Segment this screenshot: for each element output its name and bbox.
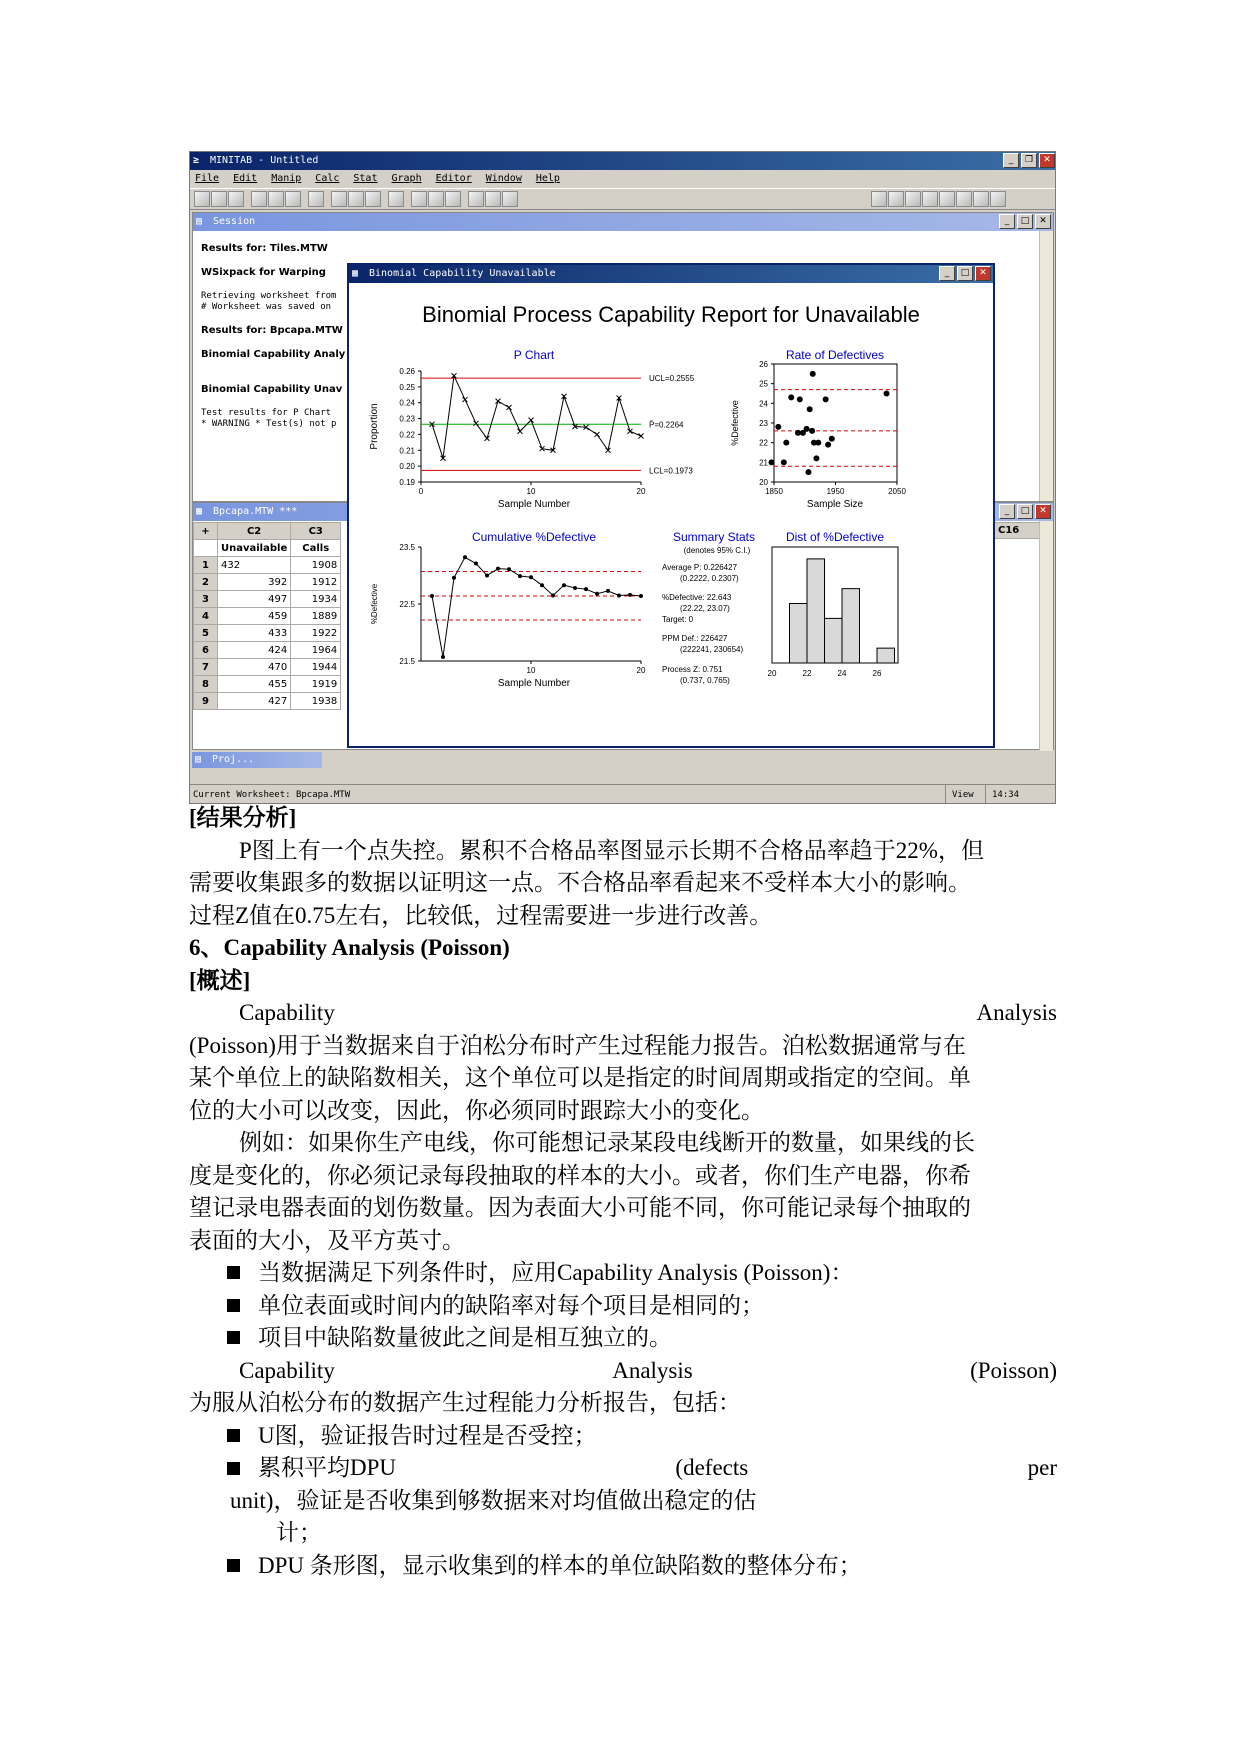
bullet-text: 单位表面或时间内的缺陷率对每个项目是相同的； bbox=[258, 1292, 764, 1318]
report-graph bbox=[349, 283, 993, 746]
window-tile-icon[interactable] bbox=[871, 191, 887, 207]
session-line: Test results for P Chart bbox=[201, 408, 332, 418]
status-view: View bbox=[945, 785, 980, 804]
row-number[interactable]: 8 bbox=[194, 676, 218, 693]
summary-line: Process Z: 0.751 bbox=[662, 665, 723, 674]
row-number[interactable]: 6 bbox=[194, 642, 218, 659]
menu-help[interactable]: Help bbox=[535, 173, 560, 184]
session-line: Binomial Capability Unav bbox=[201, 384, 343, 395]
summary-subtitle: (denotes 95% C.I.) bbox=[683, 546, 751, 555]
rate-chart-title: Rate of Defectives bbox=[785, 348, 885, 362]
cumulative-point bbox=[496, 567, 500, 571]
session-line: Results for: Tiles.MTW bbox=[201, 243, 328, 254]
p-chart-point bbox=[595, 432, 600, 437]
y-tick-label: 0.23 bbox=[399, 414, 415, 424]
status-time: 14:34 bbox=[985, 785, 1025, 804]
menu-editor[interactable]: Editor bbox=[435, 173, 472, 184]
cumulative-point bbox=[639, 594, 643, 598]
session-maximize-button[interactable]: □ bbox=[1017, 214, 1033, 229]
y-tick-label: 0.25 bbox=[399, 382, 415, 392]
table-row bbox=[194, 574, 341, 591]
data-cell[interactable]: 1919 bbox=[291, 676, 341, 693]
data-cell[interactable]: 1922 bbox=[291, 625, 341, 642]
y-tick-label: 22.5 bbox=[399, 600, 415, 609]
row-number[interactable]: 2 bbox=[194, 574, 218, 591]
table-row bbox=[194, 591, 341, 608]
para-report: 为服从泊松分布的数据产生过程能力分析报告，包括： bbox=[189, 1390, 741, 1415]
toolbar bbox=[190, 188, 1056, 210]
y-tick-label: 0.20 bbox=[399, 462, 415, 472]
print-icon[interactable] bbox=[228, 191, 244, 207]
bullet-square-icon bbox=[227, 1331, 240, 1344]
session-minimize-button[interactable]: _ bbox=[999, 214, 1015, 229]
data-cell[interactable]: 1912 bbox=[291, 574, 341, 591]
dist-chart-title: Dist of %Defective bbox=[785, 530, 885, 544]
project-title: Proj... bbox=[212, 754, 255, 765]
rate-chart-point bbox=[884, 391, 890, 397]
worksheet-close-button[interactable]: ✕ bbox=[1035, 504, 1051, 519]
rate-chart-point bbox=[825, 442, 831, 448]
bullet-text-per: per bbox=[1027, 1455, 1057, 1480]
row-number[interactable]: 9 bbox=[194, 693, 218, 710]
para-result-1: P图上有一个点失控。累积不合格品率图显示长期不合格品率趋于22%，但 bbox=[239, 837, 984, 863]
dist-bar bbox=[877, 648, 895, 663]
dist-bar bbox=[842, 589, 860, 663]
cumulative-point bbox=[551, 593, 555, 597]
rate-chart-point bbox=[805, 469, 811, 475]
y-tick-label: 0.22 bbox=[399, 430, 415, 440]
word-analysis: Analysis bbox=[612, 1357, 693, 1383]
bullet-cumulative-dpu-cont: unit)，验证是否收集到够数据来对均值做出稳定的估 bbox=[230, 1487, 757, 1513]
row-number[interactable]: 7 bbox=[194, 659, 218, 676]
column-name[interactable]: Unavailable bbox=[218, 540, 291, 557]
data-cell[interactable]: 427 bbox=[218, 693, 291, 710]
summary-line: (222241, 230654) bbox=[680, 645, 744, 654]
status-text: Current Worksheet: Bpcapa.MTW bbox=[193, 790, 351, 800]
minimize-button[interactable]: _ bbox=[1003, 153, 1019, 168]
summary-title: Summary Stats bbox=[672, 530, 756, 544]
worksheet-list-icon[interactable] bbox=[888, 191, 904, 207]
summary-line: (0.737, 0.765) bbox=[680, 676, 730, 685]
dist-bar bbox=[825, 618, 843, 663]
cumulative-point bbox=[430, 594, 434, 598]
p-chart-ylabel: Proportion bbox=[369, 403, 380, 450]
word-capability: Capability bbox=[239, 1357, 335, 1383]
session-scrollbar[interactable] bbox=[1039, 231, 1053, 501]
cumulative-point bbox=[584, 587, 588, 591]
heading-result-analysis: [结果分析] bbox=[189, 805, 297, 830]
bullet-text: DPU 条形图，显示收集到的样本的单位缺陷数的整体分布； bbox=[258, 1552, 862, 1578]
menu-stat[interactable]: Stat bbox=[353, 173, 378, 184]
x-tick-label: 10 bbox=[526, 487, 536, 496]
data-cell[interactable]: 1944 bbox=[291, 659, 341, 676]
bullet-condition-1 bbox=[189, 1290, 1057, 1323]
para-example-1: 例如：如果你生产电线，你可能想记录某段电线断开的数量，如果线的长 bbox=[239, 1130, 975, 1155]
x-tick-label: 20 bbox=[636, 666, 646, 675]
y-tick-label: 25 bbox=[759, 379, 768, 389]
copy-icon[interactable] bbox=[268, 191, 284, 207]
y-tick-label: 22 bbox=[759, 438, 768, 448]
project-icon[interactable] bbox=[990, 191, 1006, 207]
rate-chart-xlabel: Sample Size bbox=[806, 499, 864, 510]
bullet-text: U图，验证报告时过程是否受控； bbox=[258, 1422, 597, 1448]
rate-chart-point bbox=[823, 396, 829, 402]
worksheet-grid[interactable] bbox=[193, 522, 341, 710]
bullet-text-defects: (defects bbox=[675, 1455, 749, 1480]
data-cell[interactable]: 1908 bbox=[291, 557, 341, 574]
y-tick-label: 0.19 bbox=[399, 478, 415, 487]
data-cell[interactable]: 455 bbox=[218, 676, 291, 693]
menu-window[interactable]: Window bbox=[485, 173, 522, 184]
rate-chart-point bbox=[797, 396, 803, 402]
bullet-square-icon bbox=[227, 1299, 240, 1312]
rate-chart-point bbox=[829, 436, 835, 442]
row-number[interactable]: 4 bbox=[194, 608, 218, 625]
session-icon[interactable] bbox=[331, 191, 347, 207]
x-tick-label: 1850 bbox=[765, 487, 783, 496]
session-line: WSixpack for Warping bbox=[201, 267, 326, 278]
menu-file[interactable]: File bbox=[195, 173, 220, 184]
worksheet-scrollbar[interactable] bbox=[1039, 521, 1053, 751]
data-cell[interactable]: 1889 bbox=[291, 608, 341, 625]
y-tick-label: 24 bbox=[759, 399, 768, 409]
table-row bbox=[194, 693, 341, 710]
table-row bbox=[194, 557, 341, 574]
table-row bbox=[194, 625, 341, 642]
report-close-button[interactable]: ✕ bbox=[975, 266, 991, 281]
cumulative-chart-title: Cumulative %Defective bbox=[471, 530, 597, 544]
menu-manip[interactable]: Manip bbox=[271, 173, 302, 184]
heading-overview: [概述] bbox=[189, 967, 251, 993]
table-row bbox=[194, 659, 341, 676]
save-icon[interactable] bbox=[211, 191, 227, 207]
rate-chart-point bbox=[775, 424, 781, 430]
session-line: Retrieving worksheet from bbox=[201, 291, 337, 301]
para-overview-first-line bbox=[189, 997, 1057, 1030]
app-title: MINITAB - Untitled bbox=[210, 155, 319, 166]
column-header-c16[interactable]: C16 bbox=[993, 522, 1041, 539]
p-chart-center-label: P̄=0.2264 bbox=[649, 420, 684, 430]
row-number[interactable]: 5 bbox=[194, 625, 218, 642]
summary-line: PPM Def.: 226427 bbox=[662, 634, 728, 643]
worksheet-maximize-button[interactable]: □ bbox=[1017, 504, 1033, 519]
report-title: Binomial Process Capability Report for Unavailable bbox=[422, 302, 920, 327]
cumulative-point bbox=[628, 593, 632, 597]
p-chart-point bbox=[639, 434, 644, 439]
graph-icon[interactable] bbox=[388, 191, 404, 207]
bullet-u-chart bbox=[189, 1420, 1057, 1453]
para-report-first-line bbox=[189, 1355, 1057, 1388]
cancel-icon[interactable] bbox=[468, 191, 484, 207]
session-list-icon[interactable] bbox=[905, 191, 921, 207]
menu-calc[interactable]: Calc bbox=[315, 173, 340, 184]
rate-chart-point bbox=[815, 440, 821, 446]
column-name[interactable] bbox=[194, 540, 218, 557]
x-tick-label: 24 bbox=[837, 669, 847, 678]
y-tick-label: 26 bbox=[759, 360, 768, 369]
y-tick-label: 20 bbox=[759, 478, 768, 487]
summary-line: %Defective: 22.643 bbox=[662, 593, 732, 602]
para-result-2: 需要收集跟多的数据以证明这一点。不合格品率看起来不受样本大小的影响。 bbox=[189, 870, 971, 895]
paste-icon[interactable] bbox=[285, 191, 301, 207]
x-tick-label: 0 bbox=[418, 487, 424, 496]
report-icon: ▦ bbox=[352, 268, 359, 279]
row-number[interactable]: 3 bbox=[194, 591, 218, 608]
report-maximize-button[interactable]: □ bbox=[957, 266, 973, 281]
data-icon[interactable] bbox=[348, 191, 364, 207]
rate-chart-point bbox=[781, 459, 787, 465]
open-icon[interactable] bbox=[194, 191, 210, 207]
y-tick-label: 0.21 bbox=[399, 446, 415, 456]
p-chart-point bbox=[474, 421, 479, 426]
menu-edit[interactable]: Edit bbox=[233, 173, 258, 184]
data-cell[interactable]: 433 bbox=[218, 625, 291, 642]
table-row bbox=[194, 676, 341, 693]
column-header[interactable]: + bbox=[194, 523, 218, 540]
info-icon[interactable] bbox=[365, 191, 381, 207]
data-cell[interactable]: 497 bbox=[218, 591, 291, 608]
bullet-text: 当数据满足下列条件时，应用Capability Analysis (Poisson)： bbox=[258, 1260, 854, 1285]
data-cell[interactable]: 1934 bbox=[291, 591, 341, 608]
x-tick-label: 26 bbox=[872, 669, 882, 678]
bullet-dpu-histogram bbox=[189, 1550, 1057, 1583]
status-bar bbox=[190, 784, 1056, 804]
bullet-square-icon bbox=[227, 1429, 240, 1442]
y-tick-label: 21 bbox=[759, 458, 768, 468]
report-window-title: Binomial Capability Unavailable bbox=[369, 268, 556, 279]
minitab-logo-icon: ≥ bbox=[193, 155, 200, 166]
summary-line: Target: 0 bbox=[662, 615, 694, 624]
project-icon: ▤ bbox=[195, 754, 202, 765]
report-titlebar bbox=[349, 265, 993, 283]
session-line: Results for: Bpcapa.MTW bbox=[201, 325, 343, 336]
cumulative-point bbox=[485, 574, 489, 578]
column-header[interactable]: C2 bbox=[218, 523, 291, 540]
table-row bbox=[194, 642, 341, 659]
cumulative-point bbox=[474, 562, 478, 566]
para-example-3: 望记录电器表面的划伤数量。因为表面大小可能不同，你可能记录每个抽取的 bbox=[189, 1195, 971, 1220]
para-example-4: 表面的大小，及平方英寸。 bbox=[189, 1227, 465, 1253]
p-chart-point bbox=[628, 429, 633, 434]
word-capability: Capability bbox=[239, 1000, 335, 1025]
x-tick-label: 20 bbox=[767, 669, 777, 678]
cumulative-point bbox=[441, 655, 445, 659]
capability-report-window bbox=[347, 263, 995, 748]
info-list-icon[interactable] bbox=[922, 191, 938, 207]
y-tick-label: 23.5 bbox=[399, 543, 415, 552]
tool-icon[interactable] bbox=[502, 191, 518, 207]
bullet-text: 项目中缺陷数量彼此之间是相互独立的。 bbox=[258, 1325, 672, 1350]
p-chart-xlabel: Sample Number bbox=[497, 499, 571, 510]
session-titlebar bbox=[193, 213, 1053, 231]
menu-graph[interactable]: Graph bbox=[391, 173, 422, 184]
rate-chart-frame bbox=[774, 364, 897, 482]
column-name[interactable]: Calls bbox=[291, 540, 341, 557]
history-icon[interactable] bbox=[939, 191, 955, 207]
bullet-square-icon bbox=[227, 1462, 240, 1475]
p-chart-title: P Chart bbox=[513, 348, 555, 362]
cumulative-chart-xlabel: Sample Number bbox=[497, 678, 571, 689]
y-tick-label: 21.5 bbox=[399, 657, 415, 666]
x-tick-label: 1950 bbox=[826, 487, 845, 496]
close-button[interactable]: ✕ bbox=[1039, 153, 1055, 168]
project-manager-bar[interactable] bbox=[192, 752, 322, 768]
y-tick-label: 23 bbox=[759, 419, 768, 428]
x-tick-label: 20 bbox=[636, 487, 646, 496]
data-cell[interactable]: 470 bbox=[218, 659, 291, 676]
bullet-text: 累积平均DPU bbox=[258, 1455, 397, 1480]
data-cell[interactable]: 1964 bbox=[291, 642, 341, 659]
cumulative-point bbox=[452, 576, 456, 580]
rate-chart-point bbox=[804, 426, 810, 432]
row-number[interactable]: 1 bbox=[194, 557, 218, 574]
cumulative-point bbox=[518, 574, 522, 578]
rate-chart-point bbox=[813, 455, 819, 461]
session-icon: ▤ bbox=[196, 216, 203, 227]
cut-icon[interactable] bbox=[251, 191, 267, 207]
summary-line: (22.22, 23.07) bbox=[680, 604, 730, 613]
edit-icon[interactable] bbox=[428, 191, 444, 207]
cumulative-point bbox=[463, 555, 467, 559]
worksheet-title: Bpcapa.MTW *** bbox=[213, 506, 298, 517]
p-chart-point bbox=[529, 418, 534, 423]
cumulative-point bbox=[529, 575, 533, 579]
document-body bbox=[189, 802, 1057, 1582]
para-overview-3: 位的大小可以改变，因此，你必须同时跟踪大小的变化。 bbox=[189, 1097, 764, 1123]
worksheet-minimize-button[interactable]: _ bbox=[999, 504, 1015, 519]
y-tick-label: 0.24 bbox=[399, 398, 415, 408]
bullet-condition-2 bbox=[189, 1322, 1057, 1355]
session-title: Session bbox=[213, 216, 256, 227]
help-icon[interactable] bbox=[485, 191, 501, 207]
report-minimize-button[interactable]: _ bbox=[939, 266, 955, 281]
word-poisson: (Poisson) bbox=[970, 1357, 1057, 1383]
cumulative-point bbox=[617, 593, 621, 597]
column-header[interactable]: C3 bbox=[291, 523, 341, 540]
graph-list-icon[interactable] bbox=[973, 191, 989, 207]
x-tick-label: 22 bbox=[802, 669, 812, 678]
cumulative-point bbox=[595, 592, 599, 596]
dist-bar bbox=[790, 604, 808, 663]
para-overview-1: (Poisson)用于当数据来自于泊松分布时产生过程能力报告。泊松数据通常与在 bbox=[189, 1032, 966, 1058]
rate-chart-point bbox=[788, 394, 794, 400]
worksheet-icon: ▦ bbox=[196, 506, 203, 517]
session-line: Binomial Capability Analy bbox=[201, 349, 346, 360]
bullet-cumulative-dpu bbox=[189, 1452, 1057, 1485]
cumulative-point bbox=[573, 586, 577, 590]
table-row bbox=[194, 608, 341, 625]
cumulative-chart-ylabel: %Defective bbox=[370, 583, 379, 625]
cumulative-series-line bbox=[432, 557, 641, 657]
y-tick-label: 0.26 bbox=[399, 367, 415, 376]
session-line: * WARNING * Test(s) not p bbox=[201, 419, 337, 429]
heading-section-6: 6、Capability Analysis (Poisson) bbox=[189, 935, 510, 960]
para-result-3: 过程Z值在0.75左右，比较低，过程需要进一步进行改善。 bbox=[189, 902, 773, 928]
rate-chart-point bbox=[807, 406, 813, 412]
brush-icon[interactable] bbox=[411, 191, 427, 207]
p-chart-point bbox=[518, 429, 523, 434]
session-line: # Worksheet was saved on bbox=[201, 302, 332, 312]
undo-icon[interactable] bbox=[308, 191, 324, 207]
data-cell[interactable]: 432 bbox=[218, 557, 291, 574]
cumulative-point bbox=[540, 583, 544, 587]
rate-chart-point bbox=[769, 459, 775, 465]
p-chart-point bbox=[507, 405, 512, 410]
bullet-cumulative-dpu-cont2: 计； bbox=[276, 1520, 322, 1545]
bullet-condition-intro bbox=[189, 1257, 1057, 1290]
data-cell[interactable]: 1938 bbox=[291, 693, 341, 710]
dist-bar bbox=[807, 559, 825, 663]
bullet-square-icon bbox=[227, 1266, 240, 1279]
rate-chart-point bbox=[810, 371, 816, 377]
rate-chart-point bbox=[809, 428, 815, 434]
word-analysis: Analysis bbox=[976, 1000, 1057, 1025]
pen-icon[interactable] bbox=[445, 191, 461, 207]
p-chart-lcl-label: LCL=0.1973 bbox=[649, 466, 693, 476]
p-chart-point bbox=[463, 397, 468, 402]
p-chart-ucl-label: UCL=0.2555 bbox=[649, 374, 695, 384]
rate-chart-ylabel: %Defective bbox=[730, 400, 740, 446]
app-titlebar bbox=[190, 152, 1056, 170]
summary-line: (0.2222, 0.2307) bbox=[680, 574, 739, 583]
cumulative-point bbox=[507, 567, 511, 571]
cumulative-point bbox=[606, 589, 610, 593]
rate-chart-point bbox=[783, 440, 789, 446]
minitab-screenshot bbox=[189, 151, 1056, 804]
report-icon[interactable] bbox=[956, 191, 972, 207]
p-chart-series-line bbox=[432, 376, 641, 458]
restore-button[interactable]: ❐ bbox=[1021, 153, 1037, 168]
session-close-button[interactable]: ✕ bbox=[1035, 214, 1051, 229]
para-example-2: 度是变化的，你必须记录每段抽取的样本的大小。或者，你们生产电器，你希 bbox=[189, 1162, 971, 1188]
menu-bar bbox=[190, 170, 1056, 188]
data-cell[interactable]: 459 bbox=[218, 608, 291, 625]
bullet-square-icon bbox=[227, 1559, 240, 1572]
cumulative-point bbox=[562, 583, 566, 587]
para-overview-2: 某个单位上的缺陷数相关，这个单位可以是指定的时间周期或指定的空间。单 bbox=[189, 1065, 971, 1090]
x-tick-label: 2050 bbox=[888, 487, 906, 496]
x-tick-label: 10 bbox=[526, 666, 536, 675]
data-cell[interactable]: 392 bbox=[218, 574, 291, 591]
summary-line: Average P: 0.226427 bbox=[662, 563, 738, 572]
data-cell[interactable]: 424 bbox=[218, 642, 291, 659]
